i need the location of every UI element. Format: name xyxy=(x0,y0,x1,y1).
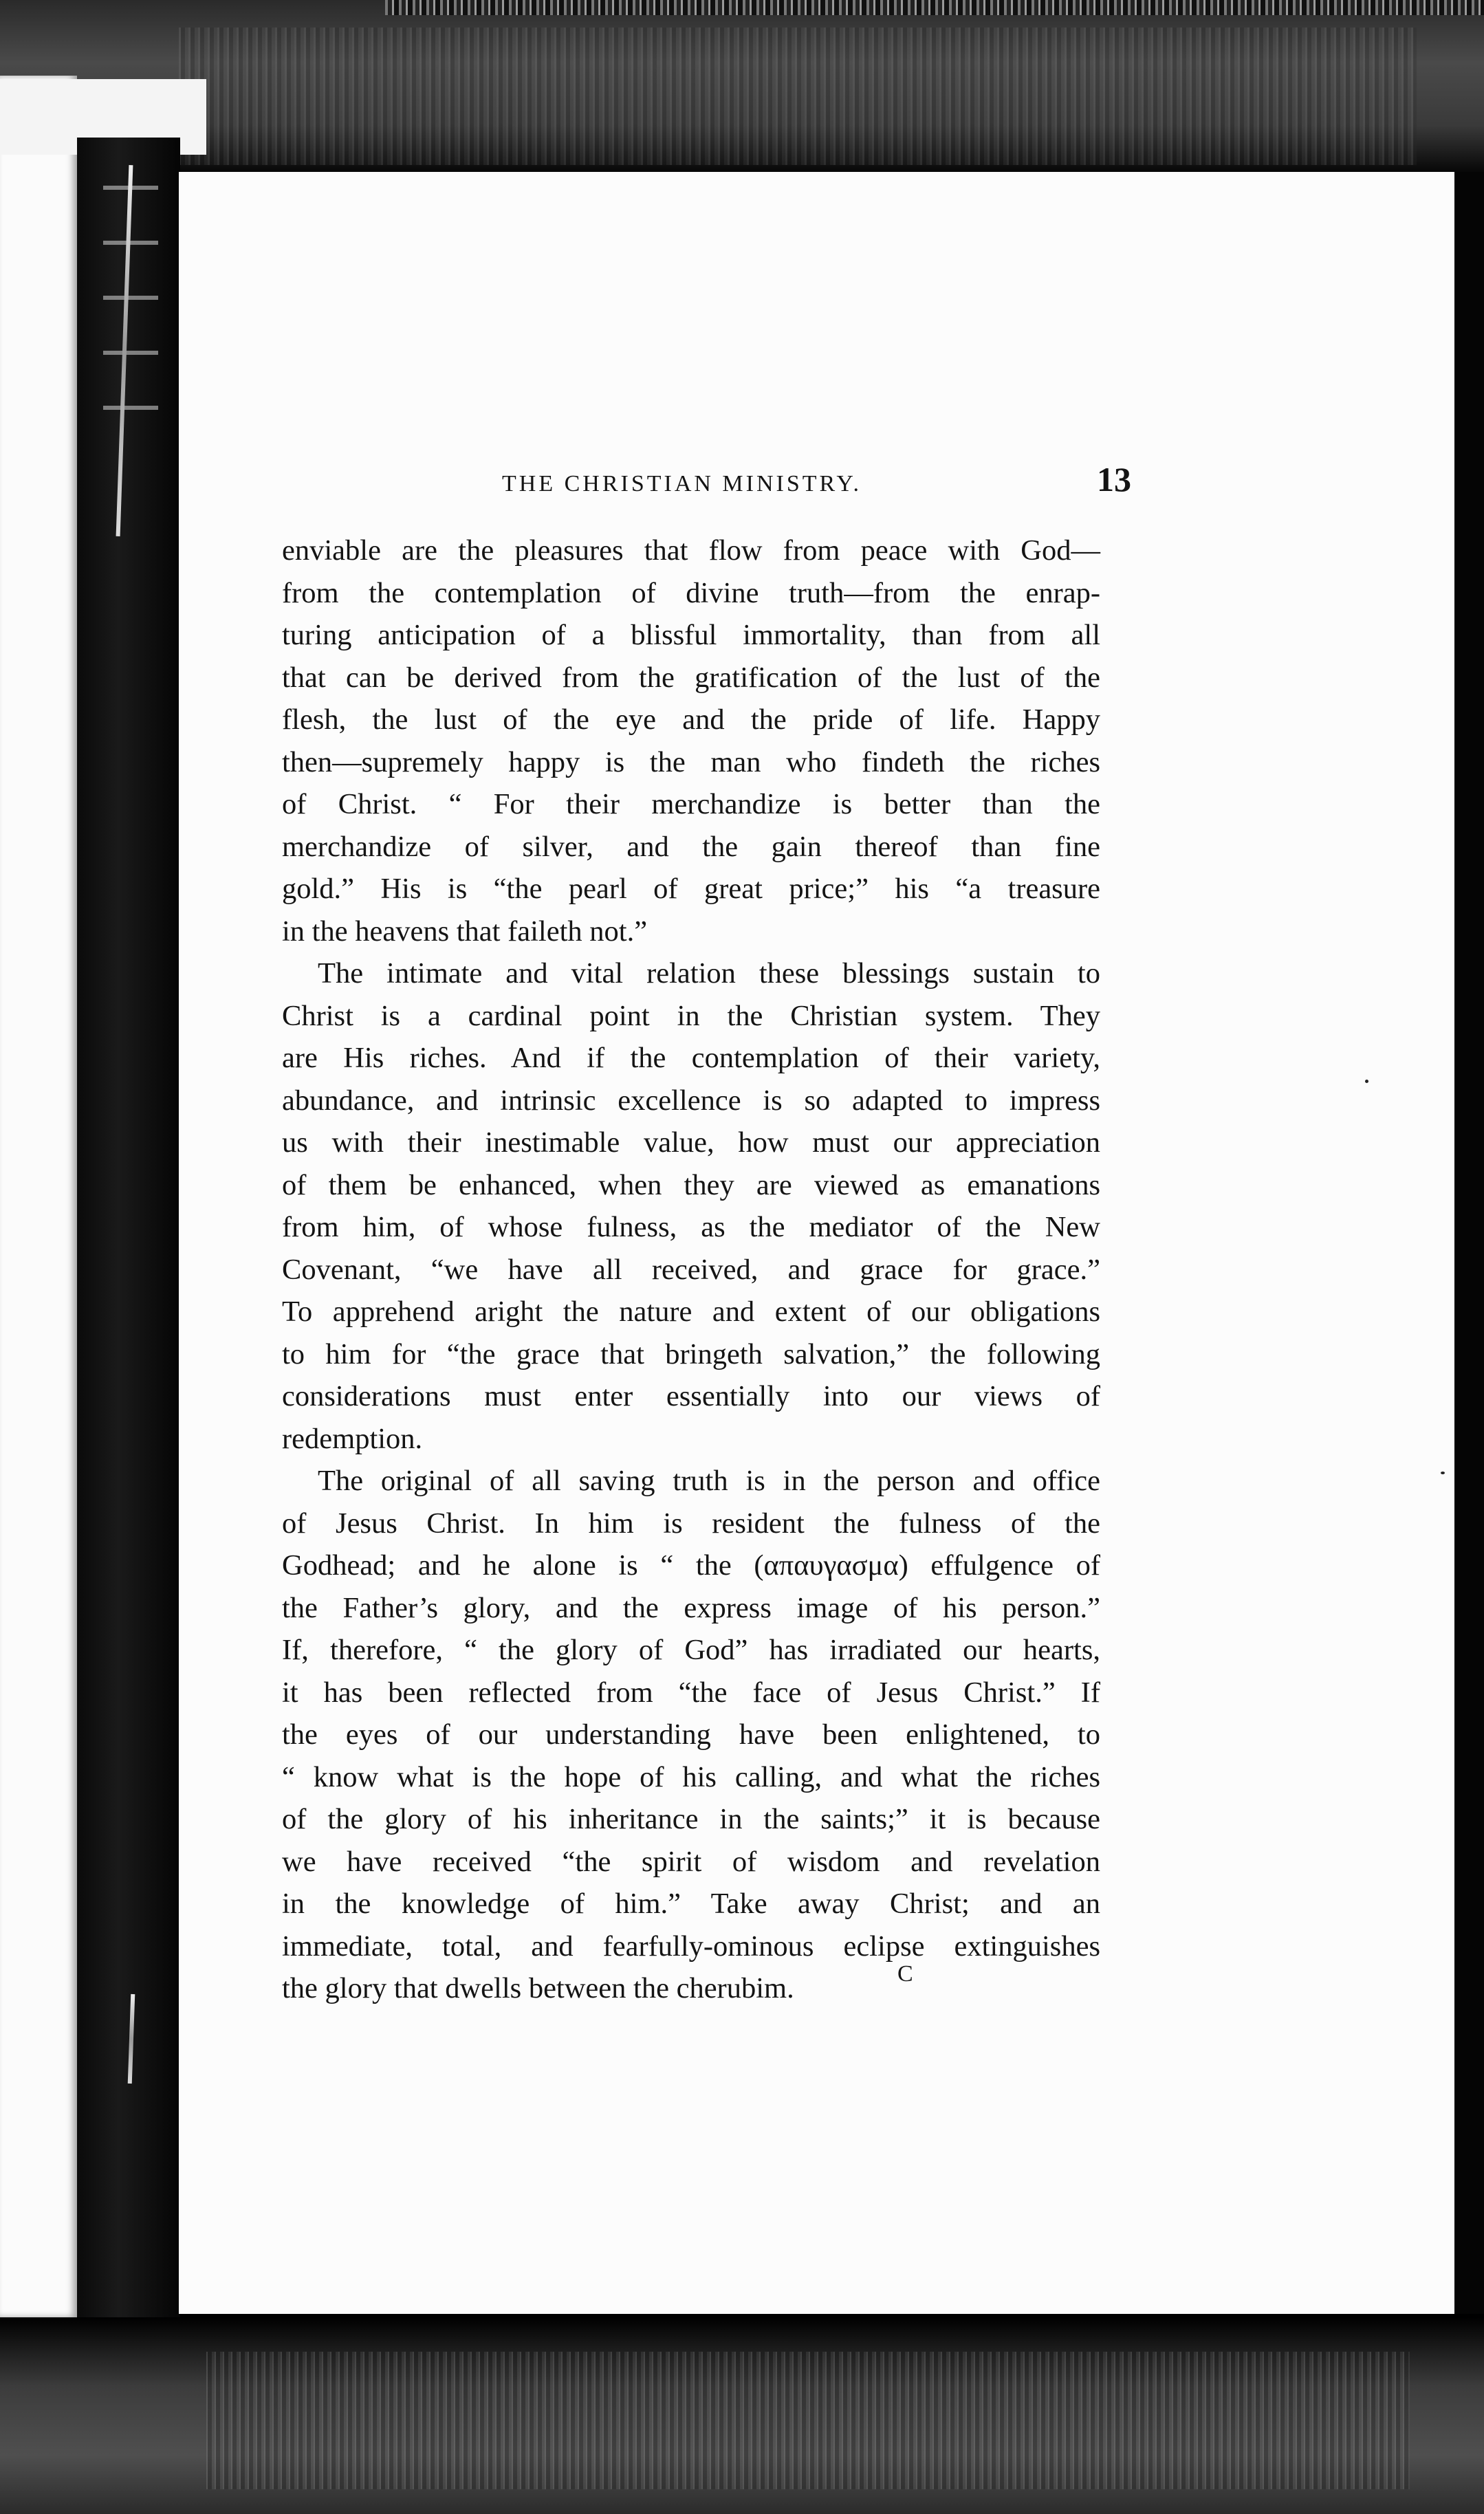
text-line: The original of all saving truth is in the person and office xyxy=(318,1465,1100,1497)
text-line: from the contemplation of divine truth—from the enrap- xyxy=(282,576,1100,609)
text-line: the Father’s glory, and the express image of his person.” xyxy=(282,1591,1100,1624)
text-line: of the glory of his inheritance in the saints;” it is because xyxy=(282,1803,1100,1835)
body-text xyxy=(282,529,1100,2010)
book-spine xyxy=(77,138,180,2324)
text-line: considerations must enter essentially into our views of xyxy=(282,1380,1100,1412)
text-line: immediate, total, and fearfully-ominous eclipse extinguishes xyxy=(282,1930,1100,1963)
text-line: The intimate and vital relation these blessings sustain to xyxy=(318,957,1100,990)
text-line: Covenant, “we have all received, and grace for grace.” xyxy=(282,1253,1100,1286)
scan-bottom-texture xyxy=(206,2352,1410,2489)
text-line: flesh, the lust of the eye and the pride of life. Happy xyxy=(282,703,1100,736)
text-line: “ know what is the hope of his calling, and what the riches xyxy=(282,1760,1100,1793)
text-line: merchandize of silver, and the gain thereof than fine xyxy=(282,830,1100,863)
text-line: of Christ. “ For their merchandize is better than the xyxy=(282,788,1100,820)
text-line: in the knowledge of him.” Take away Christ; and an xyxy=(282,1888,1100,1920)
text-line: then—supremely happy is the man who findeth the riches xyxy=(282,745,1100,778)
text-line: of Jesus Christ. In him is resident the fulness of the xyxy=(282,1507,1100,1540)
text-line: redemption. xyxy=(282,1422,423,1455)
text-line: the glory that dwells between the cherubim. xyxy=(282,1972,794,2004)
text-line: To apprehend aright the nature and extent of our obligations xyxy=(282,1296,1100,1328)
text-line: us with their inestimable value, how must our appreciation xyxy=(282,1126,1100,1159)
text-line: it has been reflected from “the face of Jesus Christ.” If xyxy=(282,1676,1100,1709)
scan-top-edge xyxy=(385,0,1484,15)
text-line: in the heavens that faileth not.” xyxy=(282,915,648,948)
facing-page-edge xyxy=(0,76,77,2317)
page-right-shadow xyxy=(1454,172,1484,2314)
text-line: of them be enhanced, when they are viewed as emanations xyxy=(282,1168,1100,1201)
text-line: If, therefore, “ the glory of God” has irradiated our hearts, xyxy=(282,1634,1100,1666)
running-head: THE CHRISTIAN MINISTRY. xyxy=(502,471,862,496)
text-line: abundance, and intrinsic excellence is so adapted to impress xyxy=(282,1084,1100,1117)
text-line: we have received “the spirit of wisdom and revelation xyxy=(282,1845,1100,1878)
text-line: enviable are the pleasures that flow from peace with God— xyxy=(282,534,1100,567)
text-line: the eyes of our understanding have been enlightened, to xyxy=(282,1718,1100,1751)
text-line: turing anticipation of a blissful immortality, than from all xyxy=(282,619,1100,651)
text-line: are His riches. And if the contemplation of their variety, xyxy=(282,1042,1100,1074)
text-line: Godhead; and he alone is “ the (απαυγασμα) effulgence of xyxy=(282,1549,1100,1582)
page-header xyxy=(502,459,1131,499)
text-line: to him for “the grace that bringeth salvation,” the following xyxy=(282,1337,1100,1370)
page-number: 13 xyxy=(1097,460,1131,499)
text-line: that can be derived from the gratification of the lust of the xyxy=(282,661,1100,694)
scan-top-texture xyxy=(179,28,1417,165)
text-line: Christ is a cardinal point in the Christian system. They xyxy=(282,999,1100,1032)
ink-speck xyxy=(1441,1472,1445,1474)
text-line: gold.” His is “the pearl of great price;” his “a treasure xyxy=(282,873,1100,905)
ink-speck xyxy=(1365,1080,1368,1083)
signature-mark: C xyxy=(897,1961,914,1987)
text-line: from him, of whose fulness, as the mediator of the New xyxy=(282,1211,1100,1243)
